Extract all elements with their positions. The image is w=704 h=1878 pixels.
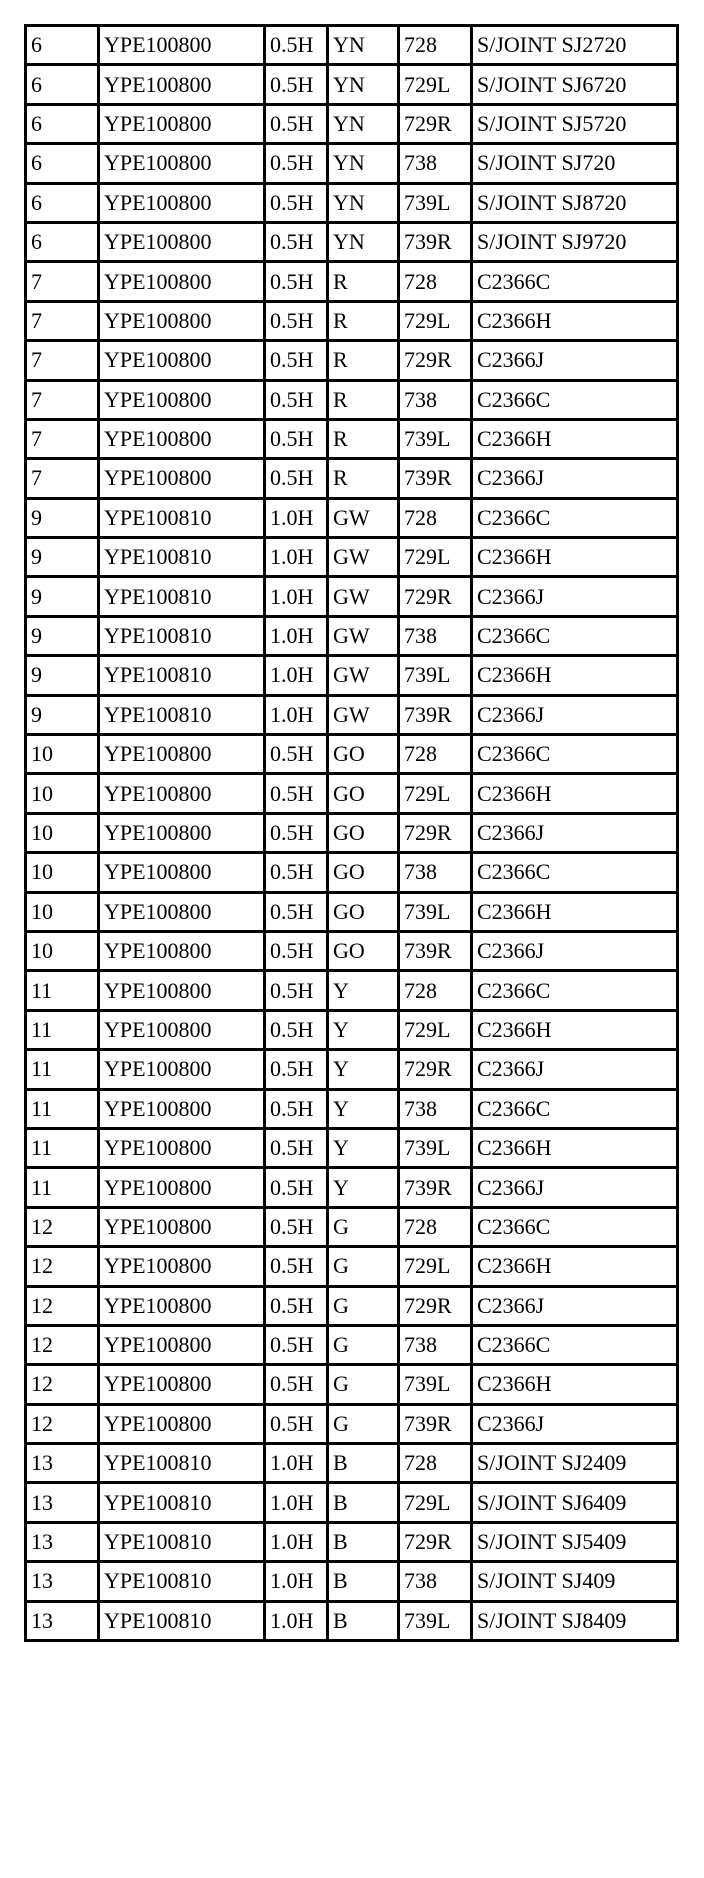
color-cell: Y (328, 1010, 399, 1049)
size-cell: 1.0H (265, 1483, 328, 1522)
part-number-cell: YPE100810 (99, 1601, 265, 1640)
part-number-cell: YPE100810 (99, 538, 265, 577)
size-cell: 0.5H (265, 222, 328, 261)
wire-number-cell: 6 (26, 65, 99, 104)
color-cell: GO (328, 735, 399, 774)
destination-cell: C2366C (472, 735, 678, 774)
color-cell: GO (328, 774, 399, 813)
color-cell: YN (328, 222, 399, 261)
table-row (26, 538, 678, 577)
table-row (26, 1207, 678, 1246)
destination-cell: S/JOINT SJ5720 (472, 104, 678, 143)
table-row (26, 774, 678, 813)
wire-number-cell: 12 (26, 1207, 99, 1246)
destination-cell: S/JOINT SJ6720 (472, 65, 678, 104)
destination-cell: C2366J (472, 1168, 678, 1207)
part-number-cell: YPE100800 (99, 1168, 265, 1207)
table-row (26, 301, 678, 340)
size-cell: 0.5H (265, 459, 328, 498)
size-cell: 0.5H (265, 419, 328, 458)
wire-number-cell: 13 (26, 1444, 99, 1483)
part-number-cell: YPE100800 (99, 892, 265, 931)
color-cell: GW (328, 656, 399, 695)
size-cell: 1.0H (265, 1522, 328, 1561)
wire-number-cell: 7 (26, 301, 99, 340)
code-cell: 729L (399, 301, 472, 340)
table-row (26, 459, 678, 498)
wire-number-cell: 6 (26, 104, 99, 143)
size-cell: 0.5H (265, 1010, 328, 1049)
table-row (26, 971, 678, 1010)
size-cell: 0.5H (265, 301, 328, 340)
size-cell: 0.5H (265, 1168, 328, 1207)
part-number-cell: YPE100810 (99, 1444, 265, 1483)
code-cell: 728 (399, 26, 472, 65)
color-cell: GO (328, 853, 399, 892)
destination-cell: S/JOINT SJ5409 (472, 1522, 678, 1561)
size-cell: 0.5H (265, 1089, 328, 1128)
wire-number-cell: 9 (26, 538, 99, 577)
color-cell: R (328, 459, 399, 498)
table-row (26, 577, 678, 616)
part-number-cell: YPE100800 (99, 301, 265, 340)
color-cell: G (328, 1325, 399, 1364)
color-cell: G (328, 1365, 399, 1404)
code-cell: 738 (399, 616, 472, 655)
code-cell: 738 (399, 380, 472, 419)
color-cell: B (328, 1483, 399, 1522)
wire-number-cell: 11 (26, 1089, 99, 1128)
table-row (26, 1325, 678, 1364)
destination-cell: C2366H (472, 1010, 678, 1049)
destination-cell: C2366J (472, 1286, 678, 1325)
wire-number-cell: 13 (26, 1522, 99, 1561)
part-number-cell: YPE100810 (99, 1522, 265, 1561)
destination-cell: S/JOINT SJ720 (472, 144, 678, 183)
part-number-cell: YPE100800 (99, 735, 265, 774)
code-cell: 738 (399, 144, 472, 183)
destination-cell: C2366H (472, 774, 678, 813)
destination-cell: C2366J (472, 931, 678, 970)
wire-number-cell: 6 (26, 26, 99, 65)
wire-number-cell: 9 (26, 577, 99, 616)
part-number-cell: YPE100800 (99, 1247, 265, 1286)
wire-number-cell: 9 (26, 656, 99, 695)
table-row (26, 26, 678, 65)
table-row (26, 1522, 678, 1561)
part-number-cell: YPE100800 (99, 222, 265, 261)
table-row (26, 1089, 678, 1128)
color-cell: B (328, 1562, 399, 1601)
color-cell: YN (328, 65, 399, 104)
size-cell: 0.5H (265, 1404, 328, 1443)
part-number-cell: YPE100800 (99, 971, 265, 1010)
code-cell: 739L (399, 183, 472, 222)
wire-number-cell: 10 (26, 735, 99, 774)
code-cell: 739L (399, 892, 472, 931)
destination-cell: S/JOINT SJ8720 (472, 183, 678, 222)
code-cell: 739L (399, 1365, 472, 1404)
wire-number-cell: 10 (26, 774, 99, 813)
size-cell: 0.5H (265, 65, 328, 104)
size-cell: 1.0H (265, 695, 328, 734)
table-row (26, 498, 678, 537)
wire-number-cell: 6 (26, 222, 99, 261)
wire-table-body (26, 26, 678, 1641)
destination-cell: C2366H (472, 1247, 678, 1286)
size-cell: 1.0H (265, 1601, 328, 1640)
wire-number-cell: 11 (26, 971, 99, 1010)
size-cell: 0.5H (265, 380, 328, 419)
code-cell: 729L (399, 538, 472, 577)
part-number-cell: YPE100800 (99, 1050, 265, 1089)
color-cell: R (328, 341, 399, 380)
part-number-cell: YPE100800 (99, 1404, 265, 1443)
color-cell: Y (328, 1089, 399, 1128)
code-cell: 739R (399, 931, 472, 970)
size-cell: 0.5H (265, 774, 328, 813)
table-row (26, 380, 678, 419)
table-row (26, 1010, 678, 1049)
wire-number-cell: 12 (26, 1404, 99, 1443)
table-row (26, 1562, 678, 1601)
color-cell: GW (328, 577, 399, 616)
size-cell: 0.5H (265, 26, 328, 65)
wire-number-cell: 11 (26, 1010, 99, 1049)
code-cell: 729R (399, 1286, 472, 1325)
code-cell: 738 (399, 853, 472, 892)
destination-cell: C2366C (472, 853, 678, 892)
table-row (26, 813, 678, 852)
part-number-cell: YPE100810 (99, 695, 265, 734)
wire-number-cell: 11 (26, 1168, 99, 1207)
code-cell: 729R (399, 577, 472, 616)
color-cell: YN (328, 26, 399, 65)
color-cell: YN (328, 104, 399, 143)
table-row (26, 419, 678, 458)
code-cell: 729L (399, 65, 472, 104)
table-row (26, 656, 678, 695)
part-number-cell: YPE100800 (99, 104, 265, 143)
destination-cell: C2366J (472, 341, 678, 380)
part-number-cell: YPE100800 (99, 26, 265, 65)
table-row (26, 1444, 678, 1483)
color-cell: G (328, 1207, 399, 1246)
table-row (26, 1483, 678, 1522)
code-cell: 729R (399, 1050, 472, 1089)
size-cell: 0.5H (265, 1365, 328, 1404)
size-cell: 1.0H (265, 538, 328, 577)
code-cell: 739R (399, 222, 472, 261)
color-cell: GO (328, 892, 399, 931)
color-cell: Y (328, 1168, 399, 1207)
part-number-cell: YPE100800 (99, 65, 265, 104)
wire-number-cell: 13 (26, 1483, 99, 1522)
table-row (26, 1168, 678, 1207)
size-cell: 0.5H (265, 1286, 328, 1325)
size-cell: 0.5H (265, 735, 328, 774)
part-number-cell: YPE100810 (99, 656, 265, 695)
destination-cell: C2366C (472, 616, 678, 655)
wire-number-cell: 11 (26, 1128, 99, 1167)
part-number-cell: YPE100800 (99, 183, 265, 222)
code-cell: 738 (399, 1089, 472, 1128)
color-cell: R (328, 380, 399, 419)
size-cell: 1.0H (265, 577, 328, 616)
destination-cell: C2366J (472, 577, 678, 616)
size-cell: 0.5H (265, 183, 328, 222)
destination-cell: C2366C (472, 262, 678, 301)
destination-cell: S/JOINT SJ6409 (472, 1483, 678, 1522)
table-row (26, 1050, 678, 1089)
destination-cell: C2366H (472, 1128, 678, 1167)
code-cell: 728 (399, 498, 472, 537)
size-cell: 0.5H (265, 262, 328, 301)
code-cell: 729R (399, 1522, 472, 1561)
size-cell: 1.0H (265, 616, 328, 655)
color-cell: R (328, 262, 399, 301)
size-cell: 0.5H (265, 1050, 328, 1089)
wire-number-cell: 7 (26, 459, 99, 498)
code-cell: 739L (399, 1128, 472, 1167)
color-cell: Y (328, 971, 399, 1010)
code-cell: 729L (399, 1483, 472, 1522)
destination-cell: C2366H (472, 892, 678, 931)
code-cell: 728 (399, 1444, 472, 1483)
wire-number-cell: 7 (26, 380, 99, 419)
color-cell: G (328, 1286, 399, 1325)
table-row (26, 735, 678, 774)
part-number-cell: YPE100810 (99, 1562, 265, 1601)
color-cell: B (328, 1444, 399, 1483)
table-row (26, 695, 678, 734)
size-cell: 1.0H (265, 656, 328, 695)
destination-cell: S/JOINT SJ2720 (472, 26, 678, 65)
destination-cell: C2366J (472, 813, 678, 852)
table-row (26, 1286, 678, 1325)
destination-cell: C2366J (472, 1050, 678, 1089)
size-cell: 0.5H (265, 1247, 328, 1286)
wire-number-cell: 7 (26, 341, 99, 380)
part-number-cell: YPE100800 (99, 459, 265, 498)
size-cell: 0.5H (265, 1207, 328, 1246)
wire-number-cell: 10 (26, 853, 99, 892)
destination-cell: C2366C (472, 380, 678, 419)
wire-number-cell: 13 (26, 1601, 99, 1640)
wire-table (24, 24, 679, 1642)
destination-cell: C2366H (472, 1365, 678, 1404)
size-cell: 0.5H (265, 144, 328, 183)
size-cell: 1.0H (265, 1444, 328, 1483)
part-number-cell: YPE100800 (99, 380, 265, 419)
table-row (26, 1247, 678, 1286)
color-cell: G (328, 1404, 399, 1443)
color-cell: GW (328, 498, 399, 537)
wire-number-cell: 12 (26, 1325, 99, 1364)
code-cell: 739R (399, 1168, 472, 1207)
color-cell: Y (328, 1050, 399, 1089)
destination-cell: C2366H (472, 301, 678, 340)
color-cell: YN (328, 183, 399, 222)
part-number-cell: YPE100810 (99, 1483, 265, 1522)
color-cell: GW (328, 695, 399, 734)
wire-number-cell: 6 (26, 144, 99, 183)
table-row (26, 341, 678, 380)
table-row (26, 183, 678, 222)
table-row (26, 616, 678, 655)
part-number-cell: YPE100800 (99, 1089, 265, 1128)
part-number-cell: YPE100800 (99, 419, 265, 458)
part-number-cell: YPE100800 (99, 1128, 265, 1167)
part-number-cell: YPE100810 (99, 498, 265, 537)
code-cell: 728 (399, 971, 472, 1010)
destination-cell: C2366J (472, 459, 678, 498)
code-cell: 739R (399, 459, 472, 498)
part-number-cell: YPE100800 (99, 931, 265, 970)
color-cell: R (328, 301, 399, 340)
destination-cell: C2366C (472, 1207, 678, 1246)
color-cell: YN (328, 144, 399, 183)
wire-number-cell: 10 (26, 931, 99, 970)
color-cell: G (328, 1247, 399, 1286)
size-cell: 0.5H (265, 971, 328, 1010)
wire-number-cell: 12 (26, 1286, 99, 1325)
size-cell: 0.5H (265, 341, 328, 380)
color-cell: GW (328, 538, 399, 577)
destination-cell: C2366C (472, 498, 678, 537)
table-row (26, 853, 678, 892)
code-cell: 729R (399, 341, 472, 380)
code-cell: 728 (399, 1207, 472, 1246)
part-number-cell: YPE100800 (99, 1365, 265, 1404)
color-cell: B (328, 1522, 399, 1561)
color-cell: B (328, 1601, 399, 1640)
code-cell: 729L (399, 1247, 472, 1286)
code-cell: 729R (399, 813, 472, 852)
size-cell: 0.5H (265, 1128, 328, 1167)
wire-number-cell: 9 (26, 616, 99, 655)
table-row (26, 931, 678, 970)
wire-number-cell: 12 (26, 1247, 99, 1286)
destination-cell: C2366C (472, 1089, 678, 1128)
destination-cell: S/JOINT SJ2409 (472, 1444, 678, 1483)
part-number-cell: YPE100800 (99, 813, 265, 852)
part-number-cell: YPE100800 (99, 1325, 265, 1364)
wire-number-cell: 13 (26, 1562, 99, 1601)
part-number-cell: YPE100800 (99, 1010, 265, 1049)
wire-number-cell: 12 (26, 1365, 99, 1404)
destination-cell: S/JOINT SJ8409 (472, 1601, 678, 1640)
color-cell: Y (328, 1128, 399, 1167)
table-row (26, 1128, 678, 1167)
table-row (26, 892, 678, 931)
destination-cell: S/JOINT SJ9720 (472, 222, 678, 261)
table-row (26, 1365, 678, 1404)
wire-number-cell: 9 (26, 498, 99, 537)
size-cell: 0.5H (265, 892, 328, 931)
wire-number-cell: 10 (26, 813, 99, 852)
table-row (26, 65, 678, 104)
table-row (26, 262, 678, 301)
destination-cell: C2366C (472, 1325, 678, 1364)
table-row (26, 1601, 678, 1640)
wire-number-cell: 7 (26, 419, 99, 458)
destination-cell: C2366J (472, 695, 678, 734)
wire-number-cell: 10 (26, 892, 99, 931)
code-cell: 729R (399, 104, 472, 143)
wire-number-cell: 11 (26, 1050, 99, 1089)
code-cell: 729L (399, 1010, 472, 1049)
code-cell: 739L (399, 656, 472, 695)
table-row (26, 144, 678, 183)
wire-number-cell: 7 (26, 262, 99, 301)
part-number-cell: YPE100800 (99, 144, 265, 183)
part-number-cell: YPE100800 (99, 774, 265, 813)
code-cell: 739L (399, 419, 472, 458)
color-cell: GW (328, 616, 399, 655)
part-number-cell: YPE100810 (99, 577, 265, 616)
size-cell: 0.5H (265, 853, 328, 892)
color-cell: GO (328, 931, 399, 970)
table-row (26, 104, 678, 143)
destination-cell: C2366H (472, 538, 678, 577)
destination-cell: C2366J (472, 1404, 678, 1443)
part-number-cell: YPE100800 (99, 853, 265, 892)
code-cell: 729L (399, 774, 472, 813)
code-cell: 728 (399, 735, 472, 774)
part-number-cell: YPE100800 (99, 262, 265, 301)
wire-number-cell: 6 (26, 183, 99, 222)
code-cell: 739L (399, 1601, 472, 1640)
part-number-cell: YPE100800 (99, 1207, 265, 1246)
part-number-cell: YPE100800 (99, 1286, 265, 1325)
size-cell: 0.5H (265, 931, 328, 970)
destination-cell: C2366C (472, 971, 678, 1010)
size-cell: 1.0H (265, 498, 328, 537)
color-cell: R (328, 419, 399, 458)
code-cell: 739R (399, 695, 472, 734)
wire-number-cell: 9 (26, 695, 99, 734)
code-cell: 728 (399, 262, 472, 301)
destination-cell: S/JOINT SJ409 (472, 1562, 678, 1601)
part-number-cell: YPE100810 (99, 616, 265, 655)
code-cell: 738 (399, 1325, 472, 1364)
code-cell: 738 (399, 1562, 472, 1601)
size-cell: 0.5H (265, 813, 328, 852)
size-cell: 0.5H (265, 1325, 328, 1364)
destination-cell: C2366H (472, 656, 678, 695)
table-row (26, 222, 678, 261)
size-cell: 0.5H (265, 104, 328, 143)
code-cell: 739R (399, 1404, 472, 1443)
destination-cell: C2366H (472, 419, 678, 458)
table-row (26, 1404, 678, 1443)
color-cell: GO (328, 813, 399, 852)
size-cell: 1.0H (265, 1562, 328, 1601)
part-number-cell: YPE100800 (99, 341, 265, 380)
